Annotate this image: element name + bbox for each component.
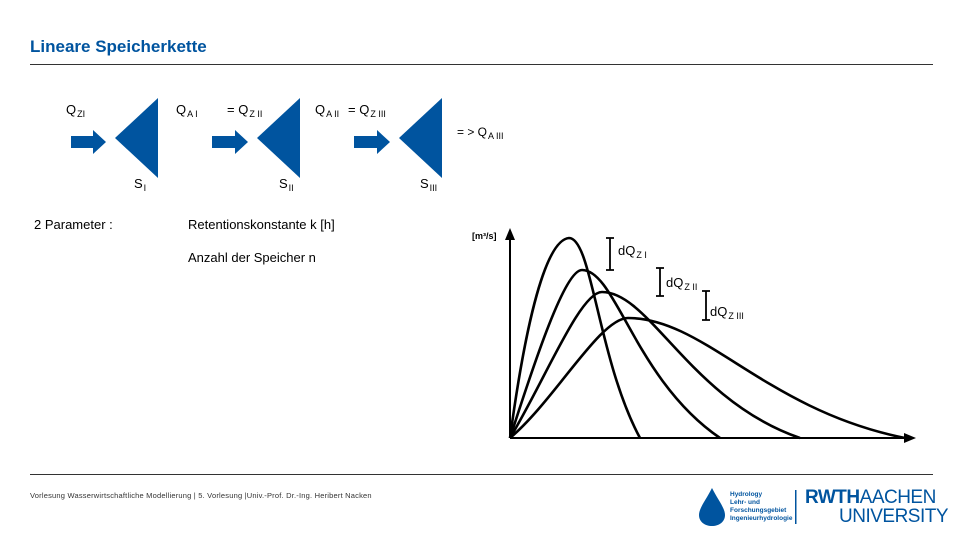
- inflow-arrow-1: [71, 130, 106, 154]
- hydrology-logo-text: Hydrology Lehr- und Forschungsgebiet Ingenieurhydrologie: [730, 491, 793, 522]
- label-storage-2: $S_{II}$: [279, 176, 294, 193]
- label-eq-qziii: = $Q_{Z III}$: [348, 102, 386, 119]
- label-implies-qaiii: = > $Q_{A III}$: [457, 125, 504, 141]
- reservoir-3-triangle: [399, 98, 442, 178]
- dq-bracket-2: [656, 268, 664, 296]
- label-eq-qzii: = $Q_{Z II}$: [227, 102, 263, 119]
- dq-bracket-1: [606, 238, 614, 270]
- reservoir-1-triangle: [115, 98, 158, 178]
- parameters-heading: 2 Parameter :: [34, 217, 113, 232]
- inflow-arrow-2: [212, 130, 248, 154]
- label-q-ai: $Q_{A I}$: [176, 102, 198, 119]
- label-dq-ziii: $dQ_{Z III}$: [710, 304, 744, 321]
- label-q-aii: $Q_{A II}$: [315, 102, 340, 119]
- parameter-retention-constant: Retentionskonstante k [h]: [188, 217, 335, 232]
- dq-bracket-3: [702, 291, 710, 320]
- page-title: Lineare Speicherkette: [30, 37, 207, 56]
- label-storage-3: $S_{III}$: [420, 176, 438, 193]
- label-dq-zii: $dQ_{Z II}$: [666, 275, 698, 292]
- footer-text: Vorlesung Wasserwirtschaftliche Modellierung | 5. Vorlesung |Univ.-Prof. Dr.-Ing. Heribert Nacken: [30, 491, 372, 500]
- label-storage-1: $S_I$: [134, 176, 147, 193]
- graph-y-unit: [m³/s]: [472, 231, 497, 241]
- graph-x-arrowhead: [904, 433, 916, 443]
- label-q-zi: $Q_{ZI}$: [66, 102, 86, 119]
- rwth-logo: RWTHAACHEN UNIVERSITY: [805, 487, 949, 527]
- hydrograph-curve-4: [510, 318, 905, 438]
- reservoir-2-triangle: [257, 98, 300, 178]
- inflow-arrow-3: [354, 130, 390, 154]
- hydrograph-curve-1: [510, 238, 640, 438]
- parameter-number-of-reservoirs: Anzahl der Speicher n: [188, 250, 316, 265]
- footer-divider: [30, 474, 933, 475]
- graph-y-arrowhead: [505, 228, 515, 240]
- label-dq-zi: $dQ_{Z I}$: [618, 243, 647, 260]
